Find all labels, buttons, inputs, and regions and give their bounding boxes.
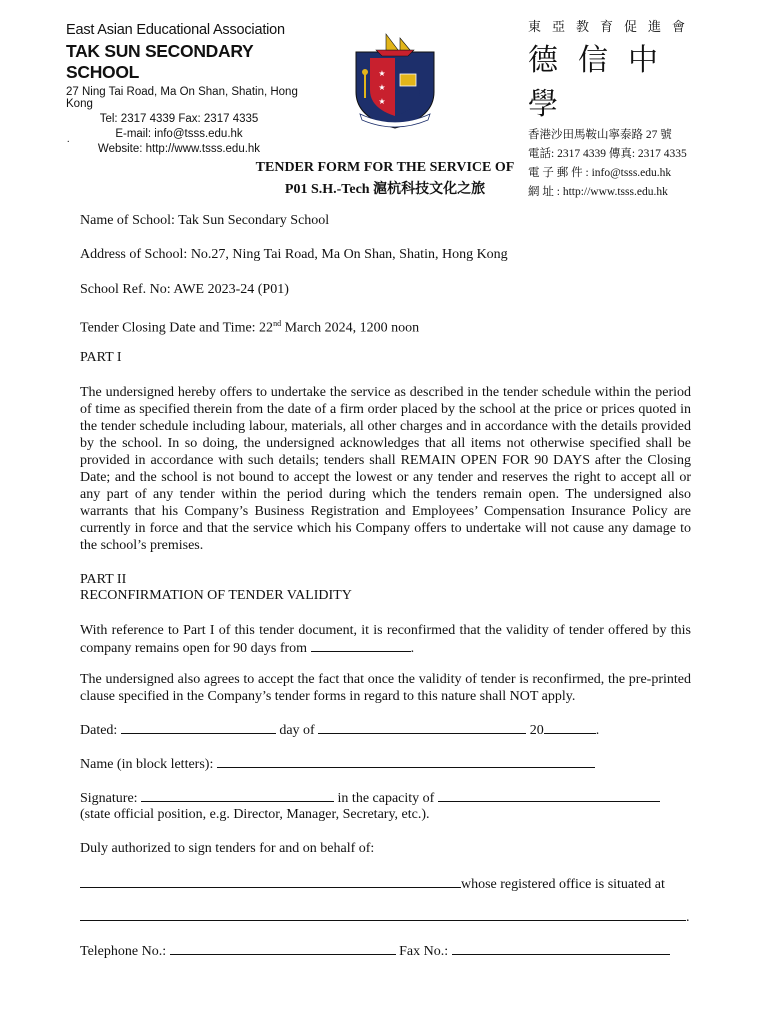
school-website-en: Website: http://www.tsss.edu.hk bbox=[97, 143, 261, 155]
authorized-text: Duly authorized to sign tenders for and on behalf of: bbox=[80, 841, 375, 856]
school-name-en: TAK SUN SECONDARY SCHOOL bbox=[66, 41, 254, 82]
dated-end: . bbox=[595, 723, 600, 738]
name-blank[interactable] bbox=[217, 755, 595, 768]
telephone-blank[interactable] bbox=[170, 942, 396, 955]
part1-body: The undersigned hereby offers to undertake the service as described in the tender schedule within the period of time as specified therein from the date of a firm order placed by the school at the price or prices quoted in the tender schedule including labour, materials, all other charges and in accordance with the details provided by the school. In so doing, the undersigned acknowledges that all items not otherwise specified shall be provided in accordance with such details; tenders shall REMAIN OPEN FOR 90 DAYS after the Closing Date; and the school is not bound to accept the lowest or any tender and reserves the right to accept all or any part of any tender within the period during which the tenders remain open. The undersigned also warrants that his Company’s Business Registration and Employees’ Compensation Insurance Policy are currently in force and that the service which his Company offers to undertake will not cause any damage to the school’s premises. bbox=[80, 385, 691, 553]
svg-text:★: ★ bbox=[378, 97, 386, 106]
school-ref-field: School Ref. No: AWE 2023-24 (P01) bbox=[80, 282, 289, 297]
school-address-cn: 香港沙田馬鞍山寧泰路 27 號 bbox=[528, 129, 672, 141]
document-subtitle: P01 S.H.-Tech 滬杭科技文化之旅 bbox=[284, 182, 486, 197]
address-end: . bbox=[686, 910, 690, 925]
part2-paragraph-1 bbox=[80, 622, 691, 657]
registered-office-text: whose registered office is situated at bbox=[461, 877, 665, 892]
position-hint: (state official position, e.g. Director, Manager, Secretary, etc.). bbox=[80, 807, 430, 822]
school-address-en: 27 Ning Tai Road, Ma On Shan, Shatin, Hong Kong bbox=[66, 86, 298, 110]
school-website-cn: 網 址 : http://www.tsss.edu.hk bbox=[528, 186, 668, 198]
signature-blank[interactable] bbox=[141, 789, 334, 802]
part2-heading: PART II bbox=[80, 572, 127, 587]
reconfirm-end: . bbox=[410, 641, 415, 656]
day-of-label: day of bbox=[275, 723, 319, 738]
company-name-blank[interactable] bbox=[80, 875, 461, 888]
school-tel-fax-cn: 電話: 2317 4339 傳真: 2317 4335 bbox=[528, 148, 687, 160]
capacity-label: in the capacity of bbox=[334, 791, 438, 806]
letterhead-english bbox=[66, 22, 306, 155]
school-email-cn: 電 子 郵 件 : info@tsss.edu.hk bbox=[528, 167, 672, 179]
reconfirm-text: With reference to Part I of this tender document, it is reconfirmed that the validity of tender offered by this company remains open for 90 days from bbox=[80, 623, 691, 656]
signature-line bbox=[80, 789, 691, 807]
svg-text:★: ★ bbox=[378, 83, 386, 92]
school-address-field: Address of School: No.27, Ning Tai Road, Ma On Shan, Shatin, Hong Kong bbox=[80, 247, 508, 262]
closing-date-prefix: Tender Closing Date and Time: 22 bbox=[80, 320, 274, 336]
dated-year-blank[interactable] bbox=[544, 721, 596, 734]
school-name-field: Name of School: Tak Sun Secondary School bbox=[80, 213, 330, 228]
association-name-en: East Asian Educational Association bbox=[66, 22, 285, 38]
dated-label: Dated: bbox=[80, 723, 121, 738]
dated-day-blank[interactable] bbox=[121, 721, 276, 734]
document-title: TENDER FORM FOR THE SERVICE OF bbox=[255, 160, 515, 175]
school-tel-fax-en: Tel: 2317 4339 Fax: 2317 4335 bbox=[99, 113, 259, 125]
closing-date-ordinal: nd bbox=[273, 319, 282, 328]
part1-heading: PART I bbox=[80, 350, 122, 365]
signature-label: Signature: bbox=[80, 791, 142, 806]
closing-date-suffix: March 2024, 1200 noon bbox=[281, 320, 420, 336]
company-line bbox=[80, 875, 691, 893]
dated-line bbox=[80, 721, 691, 739]
name-line bbox=[80, 755, 691, 773]
registered-address-blank[interactable] bbox=[80, 908, 686, 921]
closing-date-field bbox=[80, 315, 691, 337]
phone-fax-line bbox=[80, 942, 691, 960]
dated-month-blank[interactable] bbox=[318, 721, 526, 734]
school-email-en: E-mail: info@tsss.edu.hk bbox=[115, 128, 243, 140]
address-line bbox=[80, 908, 691, 926]
capacity-blank[interactable] bbox=[438, 789, 660, 802]
association-name-cn: 東亞教育促進會 bbox=[528, 19, 697, 34]
telephone-label: Telephone No.: bbox=[80, 944, 170, 959]
stray-mark: . bbox=[67, 134, 70, 145]
school-crest-logo bbox=[350, 30, 440, 130]
svg-text:★: ★ bbox=[378, 69, 386, 78]
validity-date-blank[interactable] bbox=[311, 639, 411, 652]
fax-blank[interactable] bbox=[452, 942, 670, 955]
fax-label: Fax No.: bbox=[395, 944, 452, 959]
year-prefix: 20 bbox=[526, 723, 544, 738]
part2-paragraph-2: The undersigned also agrees to accept the fact that once the validity of tender is reconfirmed, the pre-printed clause specified in the Company’s tender forms in regard to this nature shall NOT apply. bbox=[80, 672, 691, 704]
school-name-cn: 德信中學 bbox=[528, 44, 678, 121]
name-label: Name (in block letters): bbox=[80, 757, 217, 772]
part2-subheading: RECONFIRMATION OF TENDER VALIDITY bbox=[80, 588, 352, 603]
